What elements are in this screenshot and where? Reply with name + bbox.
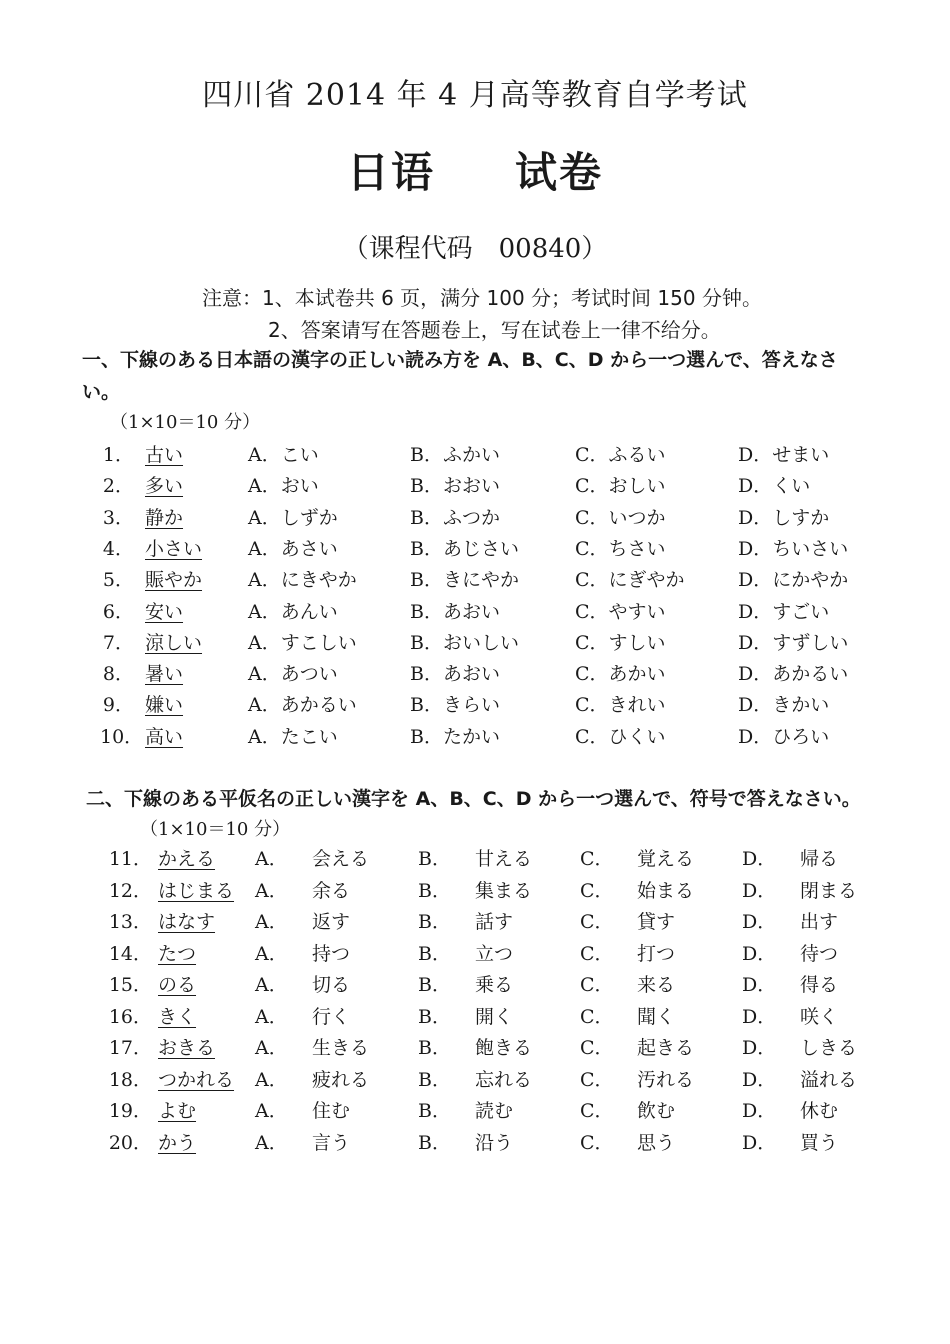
underlined-word: 暑い	[145, 663, 184, 686]
question-number: 19．	[108, 1100, 152, 1122]
option-c: 思う	[637, 1131, 676, 1154]
option-c: C．きれい	[575, 694, 666, 717]
option-d-label: D．	[742, 911, 777, 933]
option-b: 乗る	[475, 974, 514, 996]
option-d: D．すごい	[738, 600, 830, 623]
option-c-label: C．	[580, 974, 614, 996]
option-b: 集まる	[475, 879, 533, 902]
option-a-label: A．	[255, 848, 288, 870]
question-number: 18．	[108, 1068, 152, 1091]
option-c: 飲む	[637, 1100, 676, 1122]
option-c: C．やすい	[575, 600, 666, 623]
option-d: 出す	[800, 911, 839, 933]
option-c: 貸す	[637, 911, 676, 933]
underlined-word: たつ	[158, 942, 197, 965]
option-c: C．すしい	[575, 631, 666, 654]
option-a-label: A．	[255, 1037, 288, 1059]
option-d: D．あかるい	[738, 663, 849, 686]
option-d: 閉まる	[800, 879, 858, 902]
underlined-word: 嫌い	[145, 694, 184, 717]
underlined-word: 静か	[145, 506, 184, 529]
option-d-label: D．	[742, 1100, 777, 1122]
question-number: 20．	[108, 1131, 152, 1154]
option-a: A．にきやか	[248, 569, 357, 592]
option-b-label: B．	[418, 942, 451, 965]
option-b: B．たかい	[410, 725, 500, 748]
option-a: 疲れる	[312, 1068, 370, 1091]
option-b: 開く	[475, 1005, 514, 1028]
option-c: 汚れる	[637, 1068, 695, 1091]
option-b-label: B．	[418, 1100, 451, 1122]
option-a: A．しずか	[248, 506, 338, 529]
option-a: A．あんい	[248, 600, 338, 623]
option-c: 覚える	[637, 848, 695, 870]
underlined-word: 多い	[145, 475, 184, 498]
option-a: 持つ	[312, 942, 351, 965]
option-b-label: B．	[418, 974, 451, 996]
option-a: 余る	[312, 879, 351, 902]
option-a: 生きる	[312, 1037, 370, 1059]
course-code: （课程代码 00840）	[342, 234, 608, 264]
option-b-label: B．	[418, 911, 451, 933]
option-a-label: A．	[255, 911, 288, 933]
option-d: D．くい	[738, 475, 811, 498]
option-d-label: D．	[742, 1037, 777, 1059]
option-b: B．おおい	[410, 475, 500, 498]
option-d: D．ひろい	[738, 725, 830, 748]
option-c: C．ひくい	[575, 725, 666, 748]
option-d: 休む	[800, 1100, 839, 1122]
underlined-word: 賑やか	[145, 569, 203, 592]
underlined-word: おきる	[158, 1037, 216, 1059]
option-d: しきる	[800, 1037, 858, 1059]
option-c: 聞く	[637, 1005, 676, 1028]
option-d-label: D．	[742, 848, 777, 870]
option-c-label: C．	[580, 1131, 614, 1154]
option-c-label: C．	[580, 1037, 614, 1059]
option-d: 帰る	[800, 848, 839, 870]
option-b-label: B．	[418, 1131, 451, 1154]
option-c: C．いつか	[575, 506, 666, 529]
option-b: 飽きる	[475, 1037, 533, 1059]
option-b: B．あおい	[410, 600, 500, 623]
underlined-word: かう	[158, 1131, 197, 1154]
option-d-label: D．	[742, 879, 777, 902]
option-a: A．たこい	[248, 725, 338, 748]
option-a: 返す	[312, 911, 351, 933]
underlined-word: 涼しい	[145, 631, 203, 654]
option-a-label: A．	[255, 1100, 288, 1122]
option-c: C．おしい	[575, 475, 666, 498]
option-a: A．すこしい	[248, 631, 357, 654]
option-a: 言う	[312, 1131, 351, 1154]
underlined-word: よむ	[158, 1100, 197, 1122]
option-a: A．あさい	[248, 537, 338, 560]
underlined-word: はじまる	[158, 879, 235, 902]
option-a: A．おい	[248, 475, 319, 498]
option-b: B．おいしい	[410, 631, 519, 654]
option-b: 甘える	[475, 848, 533, 870]
question-number: 8．	[102, 663, 134, 686]
section1-score: （1×10＝10 分）	[110, 412, 261, 433]
question-number: 9．	[102, 694, 134, 717]
option-a-label: A．	[255, 1005, 288, 1028]
option-d: 待つ	[800, 942, 839, 965]
option-a: A．こい	[248, 444, 319, 466]
section1-instruction: 一、下線のある日本語の漢字の正しい読み方を A、B、C、D から一つ選んで、答えなさい。	[82, 349, 838, 403]
question-number: 10．	[100, 725, 144, 748]
question-number: 14．	[108, 942, 152, 965]
exam-title: 四川省 2014 年 4 月高等教育自学考试	[202, 78, 748, 113]
option-d-label: D．	[742, 1068, 777, 1091]
question-number: 1．	[102, 444, 134, 466]
option-b: B．あおい	[410, 663, 500, 686]
option-b: 立つ	[475, 942, 514, 965]
option-d: 得る	[800, 974, 839, 996]
option-c-label: C．	[580, 911, 614, 933]
option-d-label: D．	[742, 942, 777, 965]
option-d-label: D．	[742, 1005, 777, 1028]
option-c-label: C．	[580, 1068, 614, 1091]
option-a: 住む	[312, 1100, 351, 1122]
section2-score: （1×10＝10 分）	[140, 819, 291, 840]
option-a-label: A．	[255, 879, 288, 902]
option-c-label: C．	[580, 942, 614, 965]
option-a-label: A．	[255, 974, 288, 996]
question-number: 12．	[108, 879, 152, 902]
question-number: 4．	[102, 537, 134, 560]
option-a: 会える	[312, 848, 370, 870]
option-d: D．ちいさい	[738, 537, 849, 560]
section2-instruction: 二、下線のある平仮名の正しい漢字を A、B、C、D から一つ選んで、符号で答えなさい。	[86, 788, 861, 810]
option-d: D．にかやか	[738, 569, 849, 592]
option-c-label: C．	[580, 1005, 614, 1028]
option-a: A．あつい	[248, 663, 338, 686]
question-number: 5．	[102, 569, 134, 592]
option-d-label: D．	[742, 974, 777, 996]
option-b: B．あじさい	[410, 537, 519, 560]
underlined-word: はなす	[158, 911, 216, 933]
option-b: 沿う	[475, 1131, 514, 1154]
option-b: 忘れる	[475, 1068, 533, 1091]
question-number: 16．	[108, 1005, 152, 1028]
option-c: 打つ	[637, 942, 676, 965]
option-b-label: B．	[418, 1037, 451, 1059]
option-c: 始まる	[637, 879, 695, 902]
option-a-label: A．	[255, 942, 288, 965]
option-b-label: B．	[418, 1005, 451, 1028]
underlined-word: 安い	[145, 600, 184, 623]
option-b: 話す	[475, 911, 514, 933]
option-c: C．にぎやか	[575, 569, 685, 592]
question-number: 7．	[102, 631, 134, 654]
question-number: 2．	[102, 475, 134, 498]
option-d: 咲く	[800, 1005, 839, 1028]
option-d: D．すずしい	[738, 631, 849, 654]
option-c: 起きる	[637, 1037, 695, 1059]
question-number: 3．	[102, 506, 134, 529]
underlined-word: 小さい	[145, 537, 203, 560]
note-2: 2、答案请写在答题卷上，写在试卷上一律不给分。	[268, 318, 721, 342]
option-c: 来る	[637, 974, 676, 996]
question-number: 11．	[108, 848, 152, 870]
option-a: 切る	[312, 974, 351, 996]
option-a-label: A．	[255, 1068, 288, 1091]
option-a: A．あかるい	[248, 694, 357, 717]
subject-name: 日语	[346, 148, 435, 197]
option-c-label: C．	[580, 879, 614, 902]
option-c: C．あかい	[575, 663, 666, 686]
underlined-word: のる	[158, 974, 197, 996]
question-number: 13．	[108, 911, 152, 933]
option-a: 行く	[312, 1005, 351, 1028]
option-b: 読む	[475, 1100, 514, 1122]
option-b-label: B．	[418, 879, 451, 902]
option-d: 買う	[800, 1131, 839, 1154]
option-c: C．ふるい	[575, 444, 666, 466]
question-number: 17．	[108, 1037, 152, 1059]
option-d: D．せまい	[738, 444, 830, 466]
option-b-label: B．	[418, 1068, 451, 1091]
option-d-label: D．	[742, 1131, 777, 1154]
note-1: 注意：1、本试卷共 6 页，满分 100 分；考试时间 150 分钟。	[202, 286, 762, 310]
option-b: B．きらい	[410, 694, 500, 717]
option-d: D．しすか	[738, 506, 830, 529]
exam-subject-heading	[0, 140, 950, 200]
option-c: C．ちさい	[575, 537, 666, 560]
underlined-word: つかれる	[158, 1068, 235, 1091]
paper-label: 试卷	[515, 148, 604, 197]
option-b: B．ふつか	[410, 506, 500, 529]
underlined-word: 古い	[145, 444, 184, 466]
question-number: 15．	[108, 974, 152, 996]
option-d: D．きかい	[738, 694, 830, 717]
option-c-label: C．	[580, 848, 614, 870]
option-d: 溢れる	[800, 1068, 858, 1091]
option-c-label: C．	[580, 1100, 614, 1122]
underlined-word: 高い	[145, 725, 184, 748]
underlined-word: かえる	[158, 848, 216, 870]
question-number: 6．	[102, 600, 134, 623]
option-b-label: B．	[418, 848, 451, 870]
option-b: B．きにやか	[410, 569, 519, 592]
underlined-word: きく	[158, 1005, 197, 1028]
option-a-label: A．	[255, 1131, 288, 1154]
option-b: B．ふかい	[410, 444, 500, 466]
